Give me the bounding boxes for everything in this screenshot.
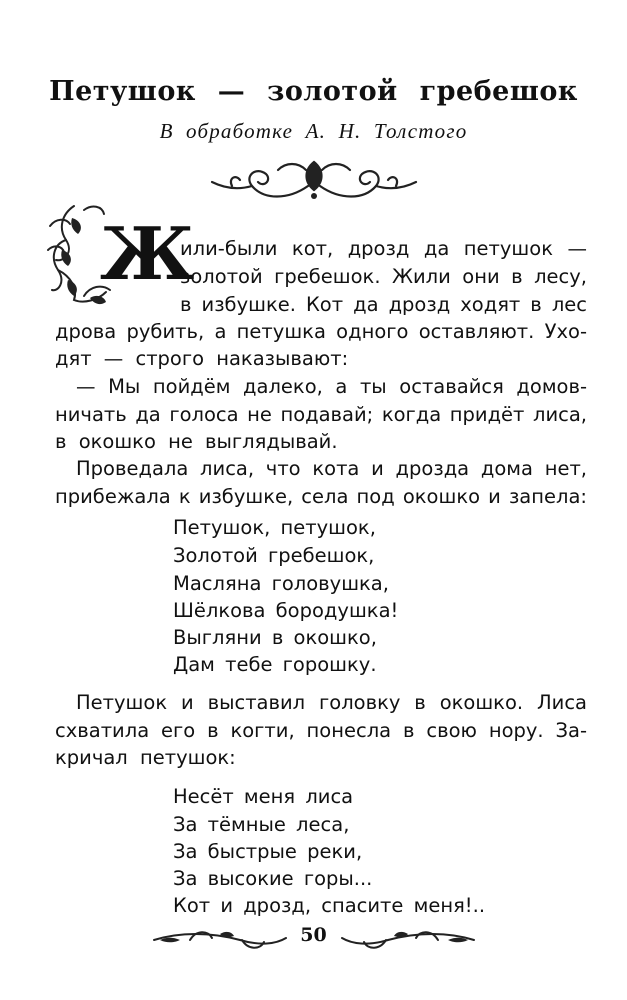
paragraph-line: кричал петушок: (55, 746, 236, 769)
paragraph-line: золотой гребешок. Жили они в лесу, (180, 265, 587, 288)
paragraph-line: схватила его в когти, понесла в свою нору. За- (55, 719, 587, 742)
verse-line: Несёт меня лиса (173, 785, 354, 808)
verse-line: За высокие горы... (173, 867, 373, 890)
drop-cap-letter: Ж (100, 211, 195, 296)
page-number: 50 (300, 924, 327, 946)
verse-line: Дам тебе горошку. (173, 653, 377, 676)
verse-line: Масляна головушка, (173, 572, 389, 595)
verse-line: Выгляни в окошко, (173, 626, 377, 649)
paragraph-line: дят — строго наказывают: (55, 347, 349, 370)
verse-line: За быстрые реки, (173, 840, 363, 863)
verse-line: Кот и дрозд, спасите меня!.. (173, 894, 486, 917)
paragraph-line: ничать да голоса не подавай; когда придёт лиса, (55, 403, 587, 426)
verse-line: Шёлкова бородушка! (173, 599, 399, 622)
story-subtitle: В обработке А. Н. Толстого (159, 119, 468, 143)
top-flourish-ornament (208, 156, 420, 204)
story-title: Петушок — золотой гребешок (49, 76, 578, 107)
verse-line: За тёмные леса, (173, 813, 350, 836)
verse-line: Петушок, петушок, (173, 516, 376, 539)
paragraph-line: в окошко не выглядывай. (55, 430, 338, 453)
paragraph-line: — Мы пойдём далеко, а ты оставайся домов- (76, 375, 587, 398)
paragraph-line: Проведала лиса, что кота и дрозда дома нет, (76, 457, 587, 480)
paragraph-line: в избушке. Кот да дрозд ходят в лес (180, 293, 587, 316)
paragraph-line: прибежала к избушке, села под окошко и запела: (55, 485, 587, 508)
paragraph-line: дрова рубить, а петушка одного оставляют. Ухо- (55, 320, 587, 343)
paragraph-line: или-были кот, дрозд да петушок — (180, 237, 587, 260)
paragraph-line: Петушок и выставил головку в окошко. Лиса (76, 691, 587, 714)
verse-line: Золотой гребешок, (173, 544, 375, 567)
